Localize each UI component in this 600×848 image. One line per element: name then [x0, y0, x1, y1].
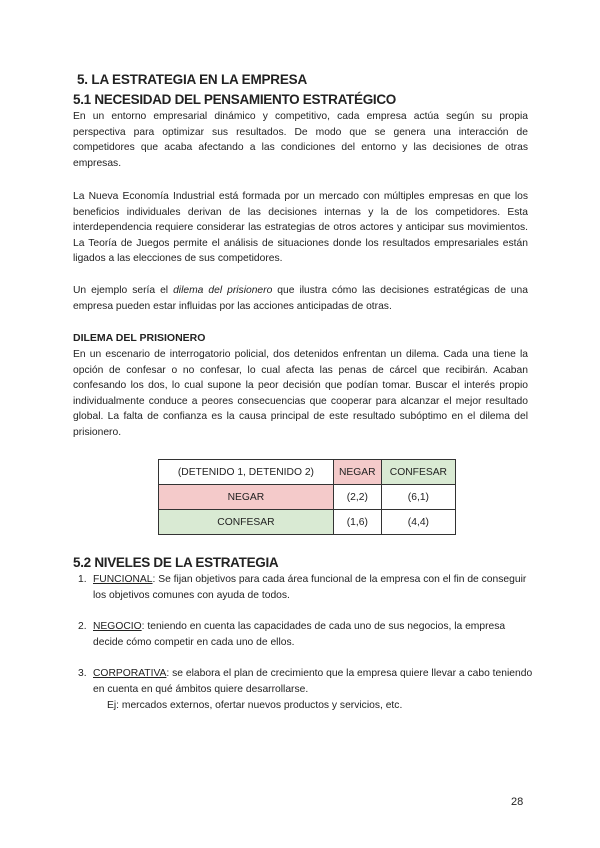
level-term: NEGOCIO [93, 621, 142, 633]
table-cell: (4,4) [381, 510, 455, 535]
niveles-heading: 5.2 NIVELES DE LA ESTRATEGIA [73, 555, 279, 570]
level-description: : Se fijan objetivos para cada área funcional de la empresa con el fin de conseguir los objetivos comunes con ayuda de todos. [93, 574, 527, 601]
payoff-matrix-table [158, 459, 456, 535]
row-header-negar: NEGAR [159, 485, 334, 510]
row-header-confesar: CONFESAR [159, 510, 334, 535]
list-number: 2. [78, 621, 87, 633]
ejemplo-text-after: que ilustra cómo las decisiones estratégicas de una empresa pueden estar influidas por las acciones anticipadas de otras. [73, 285, 528, 312]
list-item [73, 572, 533, 603]
niveles-list [73, 572, 533, 729]
table-row [159, 485, 456, 510]
list-item [73, 619, 533, 650]
paragraph-entorno: En un entorno empresarial dinámico y competitivo, cada empresa actúa según su propia perspectiva para optimizar sus resultados. De modo que se genera una interacción de competidores que acaba afectando a las condiciones del entorno y las decisiones de otras empresas. [73, 111, 528, 169]
level-description: : se elabora el plan de crecimiento que la empresa quiere llevar a cabo teniendo en cuenta en qué ámbitos quiere desarrollarse. [93, 668, 533, 695]
dilema-heading: DILEMA DEL PRISIONERO [73, 332, 206, 344]
level-term: FUNCIONAL [93, 574, 153, 585]
table-cell: (2,2) [333, 485, 381, 510]
section-title: 5. LA ESTRATEGIA EN LA EMPRESA [77, 72, 308, 87]
paragraph-ejemplo [73, 283, 528, 314]
table-cell: (1,6) [333, 510, 381, 535]
dilema-paragraph: En un escenario de interrogatorio policial, dos detenidos enfrentan un dilema. Cada una tiene la opción de confesar o no confesar, lo cual afecta las penas de cárcel que recibirán. Acaban confesando los dos, lo cual supone la peor decisión que podían tomar. Buscar el interés propio individualmente conduce a peores consecuencias que cooperar para alcanzar el mejor resultado global. La falta de confianza es la causa principal de este resultado subóptimo en el dilema del prisionero. [73, 349, 528, 438]
page-number: 28 [511, 796, 524, 808]
table-header-row [159, 460, 456, 485]
level-description: : teniendo en cuenta las capacidades de cada uno de sus negocios, la empresa decide cómo competir en cada uno de ellos. [93, 621, 506, 648]
level-example: Ej: mercados externos, ofertar nuevos productos y servicios, etc. [107, 699, 403, 711]
section-subtitle: 5.1 NECESIDAD DEL PENSAMIENTO ESTRATÉGICO [73, 92, 397, 107]
list-number: 1. [78, 574, 87, 585]
list-item [73, 666, 533, 713]
dilema-term: dilema del prisionero [173, 285, 273, 296]
level-term: CORPORATIVA [93, 668, 167, 680]
table-cell: (6,1) [381, 485, 455, 510]
ejemplo-text-before: Un ejemplo sería el [73, 285, 174, 296]
col-header-negar: NEGAR [333, 460, 381, 485]
list-number: 3. [78, 668, 87, 680]
col-header-confesar: CONFESAR [381, 460, 455, 485]
table-row [159, 510, 456, 535]
table-corner-cell: (DETENIDO 1, DETENIDO 2) [159, 460, 334, 485]
paragraph-nueva-economia: La Nueva Economía Industrial está formada por un mercado con múltiples empresas en que los beneficios individuales derivan de las decisiones internas y la de los competidores. Esta interdependencia requiere considerar las estrategias de otros actores y anticipar sus movimientos. La Teoría de Juegos permite el análisis de situaciones donde los resultados empresariales están ligados a las elecciones de sus competidores. [73, 191, 528, 265]
